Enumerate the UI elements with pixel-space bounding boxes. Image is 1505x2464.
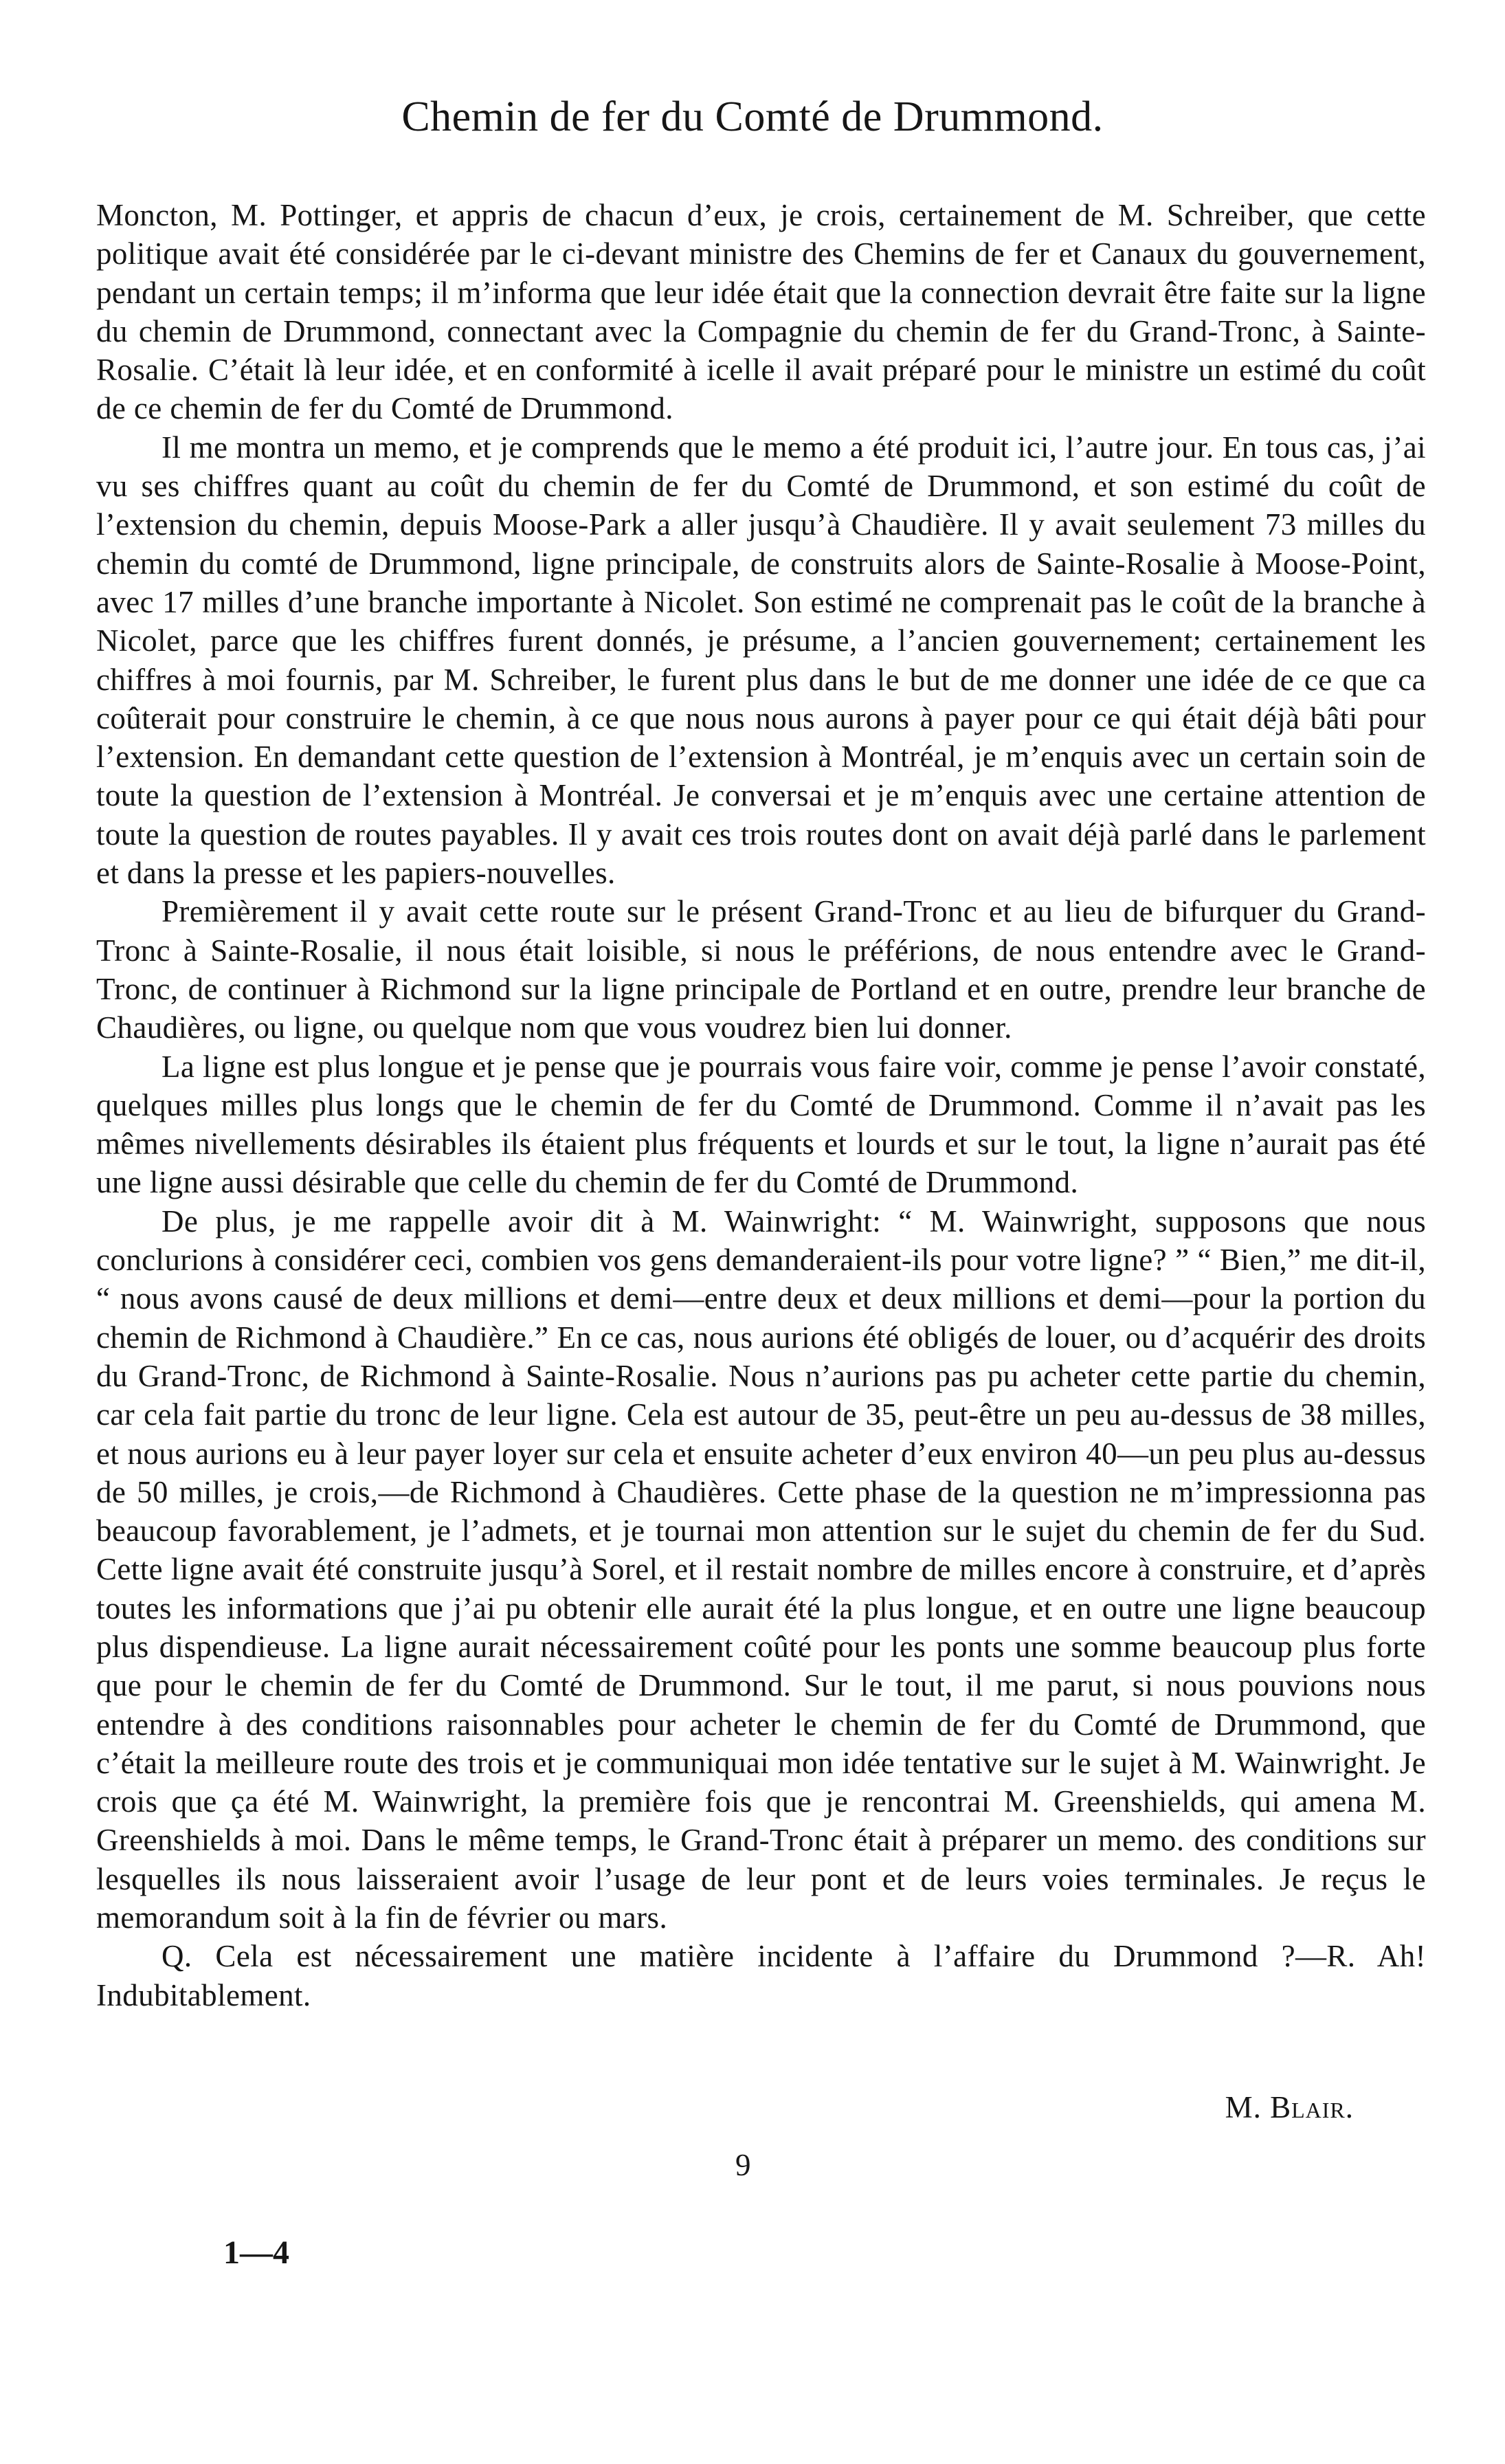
paragraph-6: Q. Cela est nécessairement une matière incidente à l’affaire du Drummond ?—R. Ah! Indubitablement. [96,1939,1426,2012]
signature: M. Blair. [1225,2090,1354,2124]
paragraph-1: Moncton, M. Pottinger, et appris de chacun d’eux, je crois, certainement de M. Schreiber, que cette politique avait été considérée par le ci-devant ministre des Chemins de fer et Canaux du gouvernement, pendant un certain temps; il m’informa que leur idée était que la connection devrait être faite sur la ligne du chemin de Drummond, connectant avec la Compagnie du chemin de fer du Grand-Tronc, à Sainte-Rosalie. C’était là leur idée, et en conformité à icelle il avait préparé pour le ministre un estimé du coût de ce chemin de fer du Comté de Drummond. [96,198,1426,426]
paragraph-2: Il me montra un memo, et je comprends que le memo a été produit ici, l’autre jour. En tous cas, j’ai vu ses chiffres quant au coût du chemin de fer du Comté de Drummond, et son estimé du coût de l’extension du chemin, depuis Moose-Park a aller jusqu’à Chaudière. Il y avait seulement 73 milles du chemin du comté de Drummond, ligne principale, de construits alors de Sainte-Rosalie à Moose-Point, avec 17 milles d’une branche importante à Nicolet. Son estimé ne comprenait pas le coût de la branche à Nicolet, parce que les chiffres furent donnés, je présume, a l’ancien gouvernement; certainement les chiffres à moi fournis, par M. Schreiber, le furent plus dans le but de me donner une idée de ce que ca coûterait pour construire le chemin, à ce que nous nous aurons à payer pour ce qui était déjà bâti pour l’extension. En demandant cette question de l’extension à Montréal, je m’enquis avec un certain soin de toute la question de l’extension à Montréal. Je conversai et je m’enquis avec une certaine attention de toute la question de routes payables. Il y avait ces trois routes dont on avait déjà parlé dans le parlement et dans la presse et les papiers-nouvelles. [96,430,1426,891]
paragraph-4: La ligne est plus longue et je pense que je pourrais vous faire voir, comme je pense l’avoir constaté, quelques milles plus longs que le chemin de fer du Comté de Drummond. Comme il n’avait pas les mêmes nivellements désirables ils étaient plus fréquents et lourds et sur le tout, la ligne n’aurait pas été une ligne aussi désirable que celle du chemin de fer du Comté de Drummond. [96,1049,1426,1200]
paragraph-5: De plus, je me rappelle avoir dit à M. Wainwright: “ M. Wainwright, supposons que nous conclurions à considérer ceci, combien vos gens demanderaient-ils pour votre ligne? ” “ Bien,” me dit-il, “ nous avons causé de deux millions et demi—entre deux et deux millions et demi—pour la portion du chemin de Richmond à Chaudière.” En ce cas, nous aurions été obligés de louer, ou d’acquérir des droits du Grand-Tronc, de Richmond à Sainte-Rosalie. Nous n’aurions pas pu acheter cette partie du chemin, car cela fait partie du tronc de leur ligne. Cela est autour de 35, peut-être un peu au-dessus de 38 milles, et nous aurions eu à leur payer loyer sur cela et ensuite acheter d’eux environ 40—un peu plus au-dessus de 50 milles, je crois,—de Richmond à Chaudières. Cette phase de la question ne m’impressionna pas beaucoup favorablement, je l’admets, et je tournai mon attention sur le sujet du chemin de fer du Sud. Cette ligne avait été construite jusqu’à Sorel, et il restait nombre de milles encore à construire, et d’après toutes les informations que j’ai pu obtenir elle aurait été la plus longue, et en outre une ligne beaucoup plus dispendieuse. La ligne aurait nécessairement coûté pour les ponts une somme beaucoup plus forte que pour le chemin de fer du Comté de Drummond. Sur le tout, il me parut, si nous pouvions nous entendre à des conditions raisonnables pour acheter le chemin de fer du Comté de Drummond, que c’était la meilleure route des trois et je communiquai mon idée tentative sur le sujet à M. Wainwright. Je crois que ça été M. Wainwright, la première fois que je rencontrai M. Greenshields, qui amena M. Greenshields à moi. Dans le même temps, le Grand-Tronc était à préparer un memo. des conditions sur lesquelles ils nous laisseraient avoir l’usage de leur pont et de leurs voies terminales. Je reçus le memorandum soit à la fin de février ou mars. [96,1203,1426,1935]
sheet-mark: 1—4 [223,2234,289,2271]
paragraph-3: Premièrement il y avait cette route sur le présent Grand-Tronc et au lieu de bifurquer du Grand-Tronc à Sainte-Rosalie, il nous était loisible, si nous le préférions, de nous entendre avec le Grand-Tronc, de continuer à Richmond sur la ligne principale de Portland et en outre, prendre leur branche de Chaudières, ou ligne, ou quelque nom que vous voudrez bien lui donner. [96,894,1426,1045]
page-number: 9 [735,2148,751,2182]
page-title: Chemin de fer du Comté de Drummond. [401,93,1104,140]
body-text [96,196,1426,2015]
